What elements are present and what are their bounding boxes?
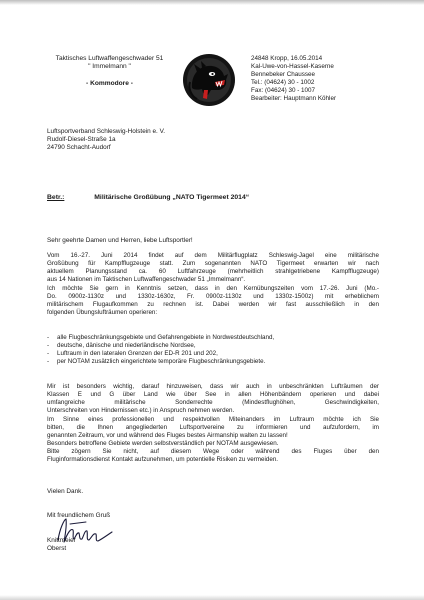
signer-name: Knittmeier <box>47 537 76 544</box>
paragraph-line: Großübung für Kampfflugzeuge statt. Zum sogenannten NATO Tigermeet erwarten wir nach <box>47 260 379 268</box>
list-item: - Luftraum in den lateralen Grenzen der ED-R 201 und 202, <box>47 350 218 358</box>
paragraph-line: Vom 16.-27. Juni 2014 findet auf dem Militärflugplatz Schleswig-Jagel eine militärische <box>47 252 379 259</box>
signer-block <box>47 537 76 553</box>
paragraph-line: aus 14 Nationen im Taktischen Luftwaffengeschwader 51 „Immelmann“. <box>47 276 246 284</box>
paragraph-line: Ich möchte Sie gern in Kenntnis setzen, dass in den Kernübungszeiten vom 17.-26. Juni (Mo.- <box>47 284 379 292</box>
paragraph-notice <box>47 383 379 465</box>
salutation: Sehr geehrte Damen und Herren, liebe Luftsportler! <box>47 237 193 244</box>
paragraph-line: umfangreiche militärische Sonderrechte (Mindestflughöhen, Geschwindigkeiten, <box>47 399 379 407</box>
paragraph-line: Bitte zögern Sie nicht, auf diesem Wege oder während des Fluges über den <box>47 448 379 456</box>
list-item: - per NOTAM zusätzlich eingerichtete temporäre Flugbeschränkungsgebiete. <box>47 358 266 366</box>
recipient-line: Luftsportverband Schleswig-Holstein e. V. <box>47 128 166 135</box>
paragraph-line: Fluginformationsdienst Kontakt aufzunehmen, um potentielle Risiken zu vermeiden. <box>47 456 279 464</box>
paragraph-line: Unterschreiten von Hindernissen etc.) in Anspruch nehmen werden. <box>47 407 235 415</box>
phone-line: Tel.: (04624) 30 - 1002 <box>251 79 315 87</box>
address-line: Bennebeker Chaussee <box>251 71 316 79</box>
paragraph-line: Klassen E und G über Land wie über See in allen Höhenbändern operieren und dabei <box>47 391 379 399</box>
clerk-line: Bearbeiter: Hauptmann Köhler <box>251 95 337 103</box>
paragraph-line: Mir ist besonders wichtig, darauf hinzuweisen, dass wir auch in unbeschränkten Lufträumen der <box>47 383 379 390</box>
subject-title: Militärische Großübung „NATO Tigermeet 2014“ <box>94 194 250 201</box>
address-line: Kal-Uwe-von-Hassel-Kaserne <box>251 63 334 71</box>
list-item: - alle Flugbeschränkungsgebiete und Gefahrengebiete in Nordwestdeutschland, <box>47 334 275 341</box>
paragraph-line: folgenden Übungslufträumen operieren: <box>47 309 158 317</box>
airspace-list <box>47 334 274 367</box>
closing-greeting: Mit freundlichem Gruß <box>47 512 111 519</box>
signer-rank: Oberst <box>47 545 67 553</box>
org-name: Taktisches Luftwaffengeschwader 51 <box>55 55 164 62</box>
paragraph-line: Im Sinne eines professionellen und respektvollen Miteinanders im Luftraum möchte ich Sie <box>47 415 379 423</box>
paragraph-line: Besonders betroffene Gebiete werden selbstverständlich per NOTAM ausgewiesen. <box>47 440 279 448</box>
subject-label: Betr.: <box>47 194 65 201</box>
list-item: - deutsche, dänische und niederländische Nordsee, <box>47 342 196 350</box>
paragraph-line: aktuellem Planungsstand ca. 60 Luftfahrzeuge (mehrheitlich strahlgetriebene Kampfflugzeuge) <box>47 268 379 276</box>
fax-line: Fax: (04624) 30 - 1007 <box>251 87 316 95</box>
recipient-line: Rudolf-Diesel-Straße 1a <box>47 136 116 144</box>
paragraph-line: Do. 0900z-1130z und 1330z-1630z, Fr. 0900z-1130z und 1330z-1500z) mit erheblichem <box>47 292 379 300</box>
scan-top-edge <box>0 0 424 5</box>
scan-bottom-edge <box>0 595 424 600</box>
paragraph-line: militärischem Flugaufkommen zu rechnen ist. Dabei werden wir fast ausschließlich in den <box>47 300 379 308</box>
sender-address-block <box>251 55 336 104</box>
subject-line <box>47 194 249 201</box>
recipient-address <box>47 128 165 153</box>
sender-organization <box>42 55 177 88</box>
place-date: 24848 Kropp, 16.05.2014 <box>251 55 323 62</box>
paragraph-intro <box>47 252 379 317</box>
panther-emblem-icon <box>181 52 237 108</box>
sender-role: - Kommodore - <box>86 79 133 87</box>
paragraph-line: bitten, die Ihnen angegliederten Luftsportvereine zu informieren und aufzufordern, im <box>47 423 379 431</box>
org-subtitle: " Immelmann " <box>88 63 131 71</box>
paragraph-line: genannten Zeitraum, vor und während des Fluges bestes Airmanship walten zu lassen! <box>47 431 288 439</box>
recipient-line: 24790 Schacht-Audorf <box>47 144 111 152</box>
thanks-line: Vielen Dank. <box>47 488 84 495</box>
